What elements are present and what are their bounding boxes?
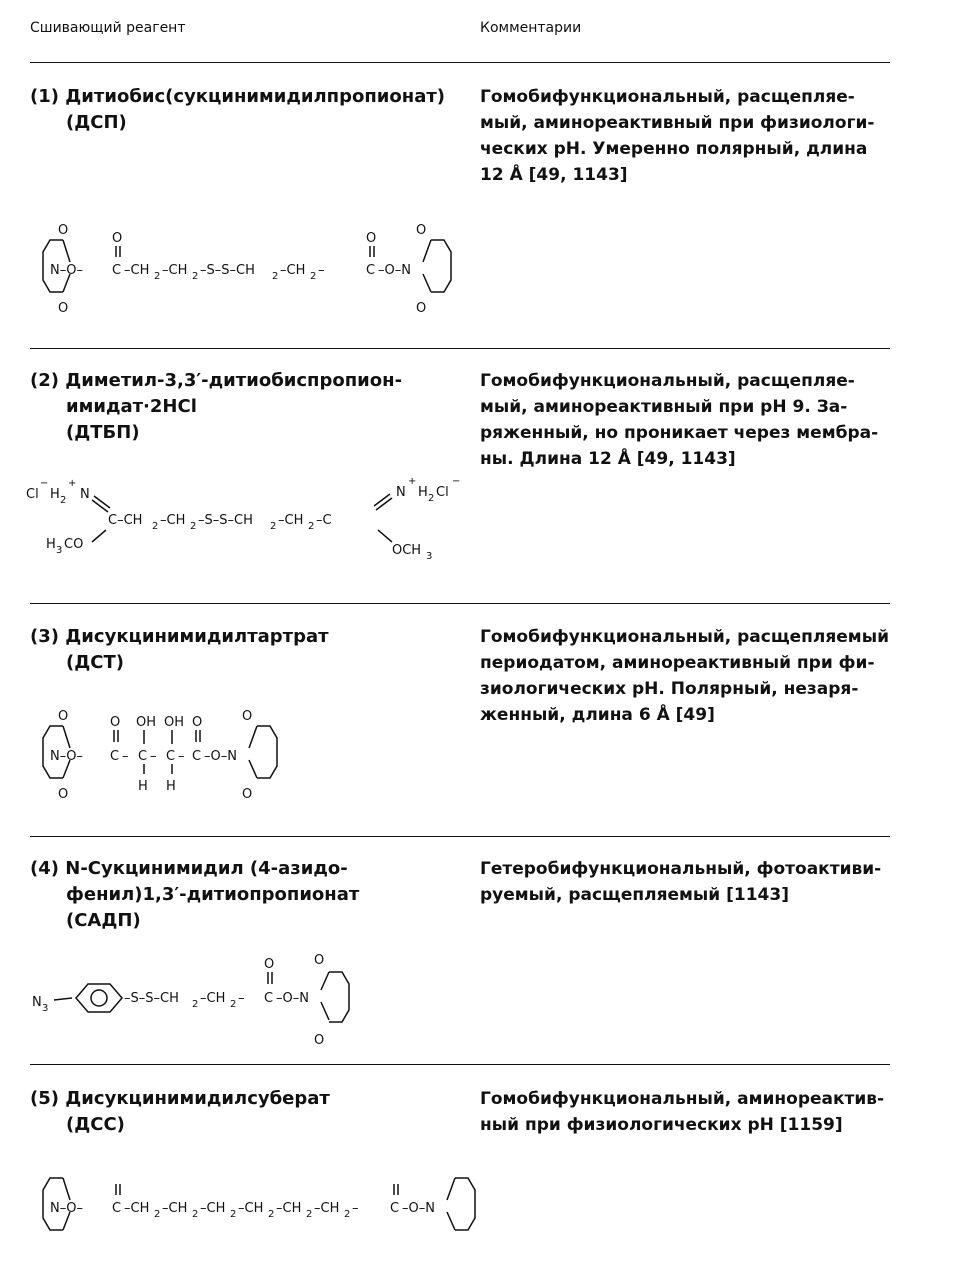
svg-text:–CH: –CH (124, 263, 150, 278)
column-header-comment: Комментарии (480, 20, 582, 36)
svg-text:O: O (416, 223, 427, 238)
svg-text:2: 2 (428, 493, 435, 504)
svg-text:O: O (314, 953, 325, 968)
reagent-comment-2: Гомобифункциональный, расщепляе- мый, аминореактивный при pH 9. За- ряженный, но проникает через мембра- ны. Длина 12 Å [49, 1143] (480, 371, 879, 469)
svg-text:−: − (40, 478, 49, 489)
svg-text:2: 2 (308, 521, 315, 532)
svg-text:O: O (58, 223, 69, 238)
svg-text:3: 3 (426, 551, 433, 562)
svg-text:C: C (366, 263, 376, 278)
structure-sadp (32, 950, 412, 1050)
svg-text:3: 3 (56, 545, 63, 556)
svg-text:Cl: Cl (436, 485, 449, 500)
svg-text:2: 2 (192, 271, 199, 282)
reagent-comment-1: Гомобифункциональный, расщепляе- мый, аминореактивный при физиологи- ческих pH. Умеренно полярный, длина 12 Å [49, 1143] (480, 87, 875, 185)
svg-text:OH: OH (136, 715, 157, 730)
reagent-name-5: (5) Дисукцинимидилсуберат (ДСС) (30, 1088, 330, 1135)
svg-text:2: 2 (60, 495, 67, 506)
svg-text:2: 2 (192, 1209, 199, 1220)
svg-text:–: – (122, 749, 129, 764)
svg-text:–O–N: –O–N (204, 749, 237, 764)
svg-text:C: C (166, 749, 176, 764)
svg-text:OH: OH (164, 715, 185, 730)
svg-text:H: H (46, 537, 56, 552)
svg-text:N: N (32, 995, 42, 1010)
reagent-name-4: (4) N-Сукцинимидил (4-азидо- фенил)1,3′-дитиопропионат (САДП) (30, 858, 360, 931)
svg-text:H: H (418, 485, 428, 500)
reagent-comment-3: Гомобифункциональный, расщепляемый периодатом, аминореактивный при фи- зиологических pH. Полярный, незаря- женный, длина 6 Å [49] (480, 627, 889, 725)
svg-text:–C: –C (316, 513, 332, 528)
svg-text:−: − (452, 476, 461, 487)
svg-text:–S–S–CH: –S–S–CH (198, 513, 253, 528)
structure-dss (28, 1160, 498, 1260)
svg-text:–CH: –CH (276, 1201, 302, 1216)
svg-text:H: H (166, 779, 176, 794)
svg-text:O: O (58, 787, 69, 802)
svg-text:2: 2 (272, 271, 279, 282)
svg-text:2: 2 (230, 999, 237, 1010)
svg-text:2: 2 (190, 521, 197, 532)
svg-text:2: 2 (192, 999, 199, 1010)
svg-text:N–O–: N–O– (50, 263, 83, 278)
svg-text:–O–N: –O–N (402, 1201, 435, 1216)
svg-text:–: – (318, 263, 325, 278)
svg-text:–CH: –CH (280, 263, 306, 278)
svg-text:–CH: –CH (314, 1201, 340, 1216)
reagent-comment-4: Гетеробифункциональный, фотоактиви- руемый, расщепляемый [1143] (480, 859, 882, 905)
structure-dst (28, 708, 328, 808)
structure-dsp (28, 222, 468, 322)
row-rule-1 (30, 348, 890, 349)
svg-text:C: C (390, 1201, 400, 1216)
svg-text:–: – (178, 749, 185, 764)
svg-text:O: O (264, 957, 275, 972)
svg-text:N–O–: N–O– (50, 749, 83, 764)
svg-text:Cl: Cl (26, 487, 39, 502)
svg-text:C: C (192, 749, 202, 764)
column-header-reagent: Сшивающий реагент (30, 20, 186, 36)
svg-text:O: O (242, 787, 253, 802)
svg-text:2: 2 (344, 1209, 351, 1220)
reagent-name-3: (3) Дисукцинимидилтартрат (ДСТ) (30, 626, 329, 673)
svg-text:–O–N: –O–N (378, 263, 411, 278)
svg-text:O: O (192, 715, 203, 730)
svg-text:C: C (112, 1201, 122, 1216)
svg-text:+: + (68, 478, 77, 489)
svg-text:N: N (80, 487, 90, 502)
header-rule (30, 62, 890, 63)
svg-text:O: O (58, 709, 69, 724)
reagent-name-2: (2) Диметил-3,3′-дитиобиспропион- имидат·2HCl (ДТБП) (30, 370, 403, 443)
svg-text:–: – (150, 749, 157, 764)
reagent-comment-5: Гомобифункциональный, аминореактив- ный при физиологических pH [1159] (480, 1089, 885, 1135)
svg-text:2: 2 (310, 271, 317, 282)
svg-text:O: O (58, 301, 69, 316)
svg-text:–CH: –CH (160, 513, 186, 528)
svg-text:+: + (408, 476, 417, 487)
row-rule-2 (30, 603, 890, 604)
svg-text:–CH: –CH (162, 263, 188, 278)
structure-dtbp (26, 472, 496, 572)
svg-text:O: O (242, 709, 253, 724)
svg-text:H: H (50, 487, 60, 502)
svg-text:CO: CO (64, 537, 84, 552)
svg-text:C: C (112, 263, 122, 278)
svg-text:–CH: –CH (124, 1201, 150, 1216)
svg-text:2: 2 (154, 1209, 161, 1220)
svg-text:H: H (138, 779, 148, 794)
svg-text:–: – (352, 1201, 359, 1216)
svg-text:N–O–: N–O– (50, 1201, 83, 1216)
svg-text:C: C (264, 991, 274, 1006)
svg-text:2: 2 (268, 1209, 275, 1220)
svg-text:–S–S–CH: –S–S–CH (124, 991, 179, 1006)
svg-text:O: O (416, 301, 427, 316)
svg-text:–S–S–CH: –S–S–CH (200, 263, 255, 278)
reagent-name-1: (1) Дитиобис(сукцинимидилпропионат) (ДСП) (30, 86, 446, 133)
svg-text:–CH: –CH (162, 1201, 188, 1216)
svg-text:O: O (110, 715, 121, 730)
svg-text:O: O (112, 231, 123, 246)
svg-text:2: 2 (154, 271, 161, 282)
svg-text:N: N (396, 485, 406, 500)
svg-text:–O–N: –O–N (276, 991, 309, 1006)
svg-text:–: – (238, 991, 245, 1006)
svg-text:2: 2 (306, 1209, 313, 1220)
svg-text:2: 2 (230, 1209, 237, 1220)
svg-text:C: C (110, 749, 120, 764)
svg-text:C–CH: C–CH (108, 513, 143, 528)
svg-text:–CH: –CH (238, 1201, 264, 1216)
svg-text:O: O (314, 1033, 325, 1048)
svg-text:3: 3 (42, 1003, 49, 1014)
svg-text:C: C (138, 749, 148, 764)
svg-text:–CH: –CH (200, 1201, 226, 1216)
row-rule-4 (30, 1064, 890, 1065)
svg-text:2: 2 (152, 521, 159, 532)
svg-text:OCH: OCH (392, 543, 422, 558)
svg-text:O: O (366, 231, 377, 246)
row-rule-3 (30, 836, 890, 837)
svg-text:2: 2 (270, 521, 277, 532)
svg-text:–CH: –CH (278, 513, 304, 528)
svg-text:–CH: –CH (200, 991, 226, 1006)
